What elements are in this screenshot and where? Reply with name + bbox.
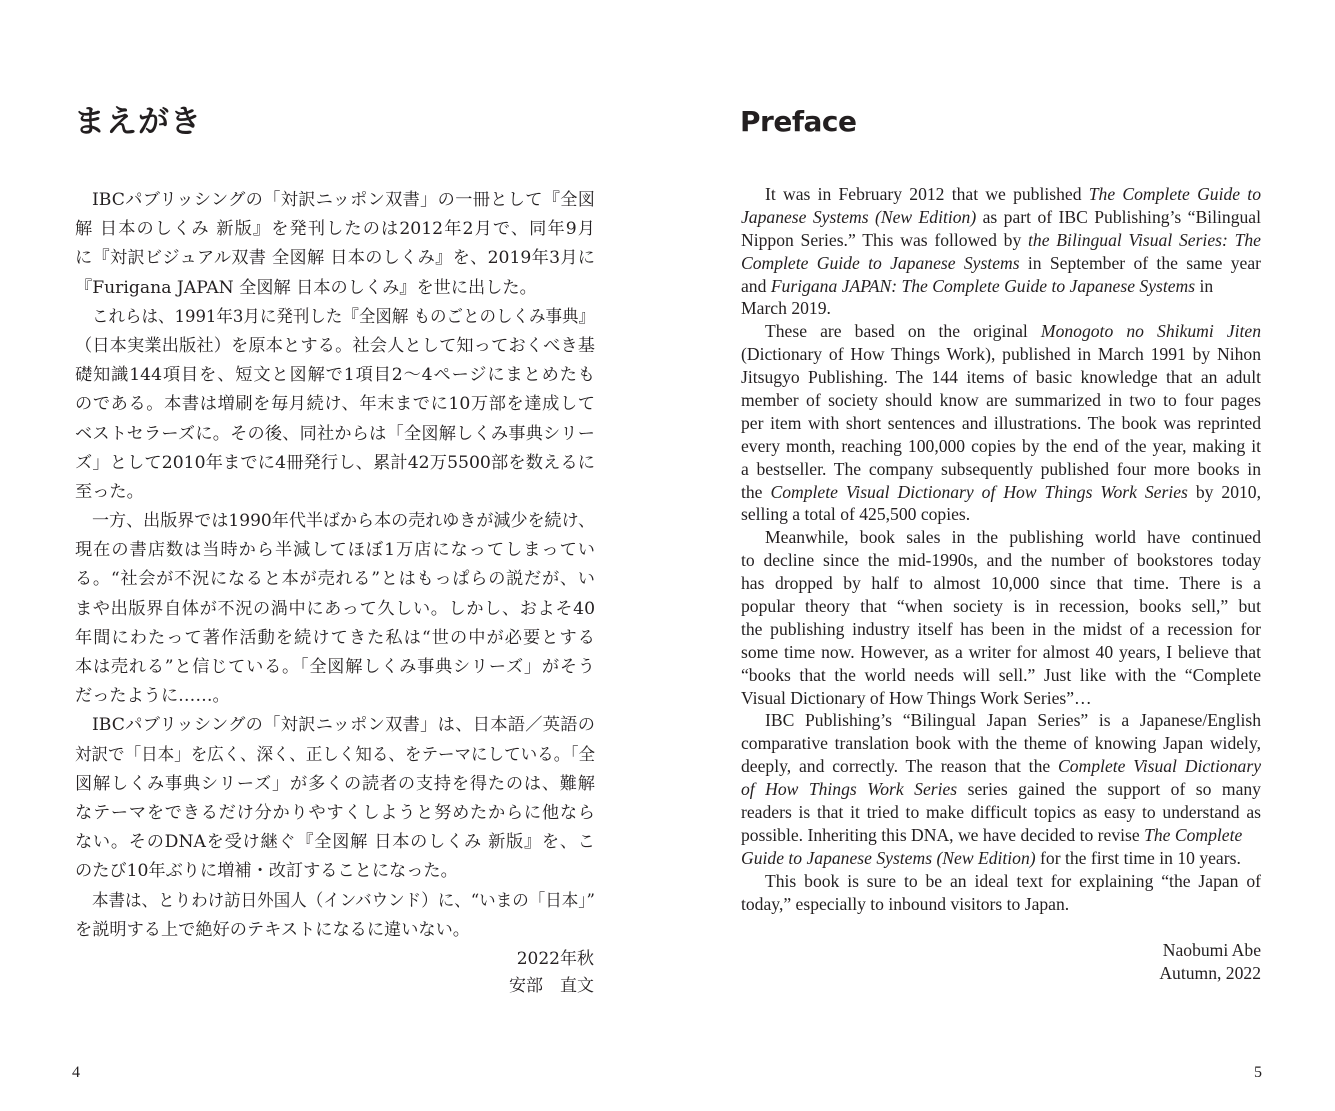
text-line <box>741 458 1261 481</box>
text-line: ベストセラーズに。その後、同社からは「全図解しくみ事典シリー <box>75 423 595 444</box>
italic-title: Complete Guide to Japanese Systems <box>741 252 1020 273</box>
text-run: the <box>741 481 771 502</box>
text-run: Nippon Series.” This was followed by <box>741 229 1029 250</box>
text-run: possible. Inheriting this DNA, we have decided to revise <box>741 824 1145 845</box>
text-line: だったように……。 <box>75 686 230 707</box>
text-line <box>741 595 1261 618</box>
italic-title: The Complete Guide to <box>1088 184 1261 204</box>
paragraph <box>75 887 595 945</box>
italic-title: Complete Visual Dictionary <box>1058 756 1261 777</box>
text-run: in <box>1195 275 1214 296</box>
text-run: IBC Publishing’s “Bilingual Japan Series” is a Japanese/English <box>765 710 1261 731</box>
text-line: 対訳で「日本」を広く、深く、正しく知る、をテーマにしている。「全 <box>75 744 596 765</box>
italic-title: Complete Visual Dictionary of How Things Work Series <box>770 481 1188 502</box>
text-line <box>741 778 1261 801</box>
text-run: It was in February 2012 that we published <box>765 184 1089 204</box>
text-line: 一方、出版界では1990年代半ばから本の売れゆきが減少を続け、 <box>92 511 596 532</box>
paragraph <box>741 870 1261 916</box>
text-line <box>741 801 1261 824</box>
text-line: 礎知識144項目を、短文と図解で1項目2〜4ページにまとめたも <box>75 365 595 386</box>
text-run: Meanwhile, book sales in the publishing world have continued <box>765 527 1261 548</box>
text-run: every month, reaching 100,000 copies by the end of the year, making it <box>741 435 1261 456</box>
text-line: のである。本書は増刷を毎月続け、年末までに10万部を達成して <box>75 394 595 415</box>
paragraph <box>75 186 595 303</box>
signature-japanese <box>509 946 594 1000</box>
text-line: IBCパブリッシングの「対訳ニッポン双書」の一冊として『全図 <box>92 190 595 210</box>
text-run: series gained the support of so many <box>957 779 1261 800</box>
italic-title: of How Things Work Series <box>741 779 958 800</box>
text-line: を説明する上で絶好のテキストになるに違いない。 <box>75 919 470 940</box>
signature-author: Naobumi Abe <box>1162 940 1261 960</box>
text-run: some time now. However, as a writer for almost 40 years, I believe that <box>741 641 1261 662</box>
page-title-japanese: まえがき <box>74 104 202 140</box>
text-run: to decline since the mid-1990s, and the number of bookstores today <box>741 550 1261 571</box>
text-line <box>741 687 1261 710</box>
text-run: has dropped by half to almost 10,000 since that time. There is a <box>741 573 1261 594</box>
text-line <box>741 481 1261 504</box>
text-run: per item with short sentences and illustrations. The book was reprinted <box>741 412 1261 433</box>
text-line: る。“社会が不況になると本が売れる”とはもっぱらの説だが、い <box>75 569 595 590</box>
italic-title: Furigana JAPAN: The Complete Guide to Japanese Systems <box>770 275 1196 296</box>
text-line: のたび10年ぶりに増補・改訂することになった。 <box>75 861 458 882</box>
preface-body-english <box>741 183 1261 916</box>
text-line: なテーマをできるだけ分かりやすくしようと努めたからに他なら <box>75 802 595 823</box>
text-line: 本は売れる”と信じている。「全図解しくみ事典シリーズ」がそう <box>75 657 595 677</box>
page-title-english: Preface <box>740 105 857 138</box>
text-run: March 2019. <box>741 298 831 319</box>
text-line: に『対訳ビジュアル双書 全図解 日本のしくみ』を、2019年3月に <box>75 248 595 269</box>
text-line <box>741 893 1261 916</box>
text-line <box>741 412 1261 435</box>
text-line: 年間にわたって著作活動を続けてきた私は“世の中が必要とする <box>75 627 595 648</box>
preface-body-japanese <box>75 186 595 945</box>
text-line <box>741 824 1261 847</box>
text-line: まや出版界自体が不況の渦中にあって久しい。しかし、およそ40 <box>75 598 595 619</box>
italic-title: Guide to Japanese Systems (New Edition) <box>741 847 1036 868</box>
text-line: （日本実業出版社）を原本とする。社会人として知っておくべき基 <box>75 335 595 356</box>
text-line <box>741 709 1261 732</box>
paragraph <box>741 526 1261 709</box>
signature-author: 安部 直文 <box>509 976 594 996</box>
page-number-left: 4 <box>72 1064 80 1081</box>
text-line: 図解しくみ事典シリーズ」が多くの読者の支持を得たのは、難解 <box>75 773 595 794</box>
text-run: for the first time in 10 years. <box>1035 847 1241 868</box>
text-line <box>741 732 1261 755</box>
text-run: popular theory that “when society is in recession, books sell,” but <box>741 596 1261 617</box>
text-run: (Dictionary of How Things Work), published in March 1991 by Nihon <box>741 344 1261 365</box>
signature-date: 2022年秋 <box>516 949 594 969</box>
text-line: これらは、1991年3月に発刊した『全図解 ものごとのしくみ事典』 <box>92 306 595 327</box>
text-run: a bestseller. The company subsequently published four more books in <box>741 458 1261 479</box>
paragraph <box>741 183 1261 320</box>
text-line <box>741 252 1261 275</box>
paragraph <box>75 303 595 507</box>
text-line: ズ」として2010年までに4冊発行し、累計42万5500部を数えるに <box>75 452 595 473</box>
text-run: These are based on the original <box>765 321 1041 342</box>
text-run: by 2010, <box>1187 481 1261 502</box>
text-line <box>741 549 1261 572</box>
text-line <box>741 618 1261 641</box>
text-run: This book is sure to be an ideal text for explaining “the Japan of <box>765 870 1261 891</box>
left-page-japanese <box>0 0 667 1111</box>
text-line: 『Furigana JAPAN 全図解 日本のしくみ』を世に出した。 <box>75 277 537 298</box>
text-run: as part of IBC Publishing’s “Bilingual <box>976 206 1261 227</box>
signature-english <box>1159 939 1261 985</box>
paragraph <box>741 320 1261 526</box>
text-line <box>741 435 1261 458</box>
text-run: Jitsugyo Publishing. The 144 items of basic knowledge that an adult <box>741 367 1261 388</box>
text-line <box>741 343 1261 366</box>
paragraph <box>75 711 595 886</box>
text-line <box>741 526 1261 549</box>
text-line: 至った。 <box>75 481 144 502</box>
text-line <box>741 572 1261 595</box>
text-run: today,” especially to inbound visitors to Japan. <box>741 893 1070 914</box>
text-run: readers is that it tried to make difficult topics as easy to understand as <box>741 802 1261 823</box>
text-line <box>741 275 1261 298</box>
text-run: the publishing industry itself has been in the midst of a recession for <box>741 618 1261 639</box>
text-run: Visual Dictionary of How Things Work Series”… <box>741 687 1092 708</box>
text-run: member of society should know are summarized in two to four pages <box>741 390 1261 411</box>
signature-date: Autumn, 2022 <box>1159 963 1261 983</box>
text-run: “books that the world needs will sell.” Just like with the “Complete <box>741 664 1261 685</box>
text-line <box>741 206 1261 229</box>
text-run: and <box>741 275 771 296</box>
text-line <box>741 847 1261 870</box>
text-line <box>741 389 1261 412</box>
italic-title: The Complete <box>1144 824 1243 845</box>
text-run: comparative translation book with the theme of knowing Japan widely, <box>741 733 1261 754</box>
text-line: IBCパブリッシングの「対訳ニッポン双書」は、日本語／英語の <box>92 715 595 736</box>
text-line <box>741 229 1261 252</box>
text-line <box>741 664 1261 687</box>
text-run: in September of the same year <box>1019 252 1261 273</box>
italic-title: the Bilingual Visual Series: The <box>1028 229 1261 250</box>
text-line <box>741 183 1261 206</box>
paragraph <box>741 709 1261 869</box>
text-line: 現在の書店数は当時から半減してほぼ1万店になってしまってい <box>75 540 595 561</box>
text-run: deeply, and correctly. The reason that the <box>741 756 1059 777</box>
italic-title: Japanese Systems (New Edition) <box>741 206 977 227</box>
text-line <box>741 755 1261 778</box>
text-line: 本書は、とりわけ訪日外国人（インバウンド）に、“いまの「日本」” <box>92 890 595 911</box>
text-line <box>741 641 1261 664</box>
text-line <box>741 870 1261 893</box>
text-line <box>741 503 1261 526</box>
text-line: ない。そのDNAを受け継ぐ『全図解 日本のしくみ 新版』を、こ <box>75 832 595 853</box>
text-line <box>741 297 1261 320</box>
page-number-right: 5 <box>1254 1064 1262 1081</box>
paragraph <box>75 507 595 711</box>
text-line <box>741 320 1261 343</box>
right-page-english <box>667 0 1335 1111</box>
text-run: selling a total of 425,500 copies. <box>741 504 971 525</box>
text-line <box>741 366 1261 389</box>
italic-title: Monogoto no Shikumi Jiten <box>1040 321 1261 342</box>
text-line: 解 日本のしくみ 新版』を発刊したのは2012年2月で、同年9月 <box>75 219 595 240</box>
